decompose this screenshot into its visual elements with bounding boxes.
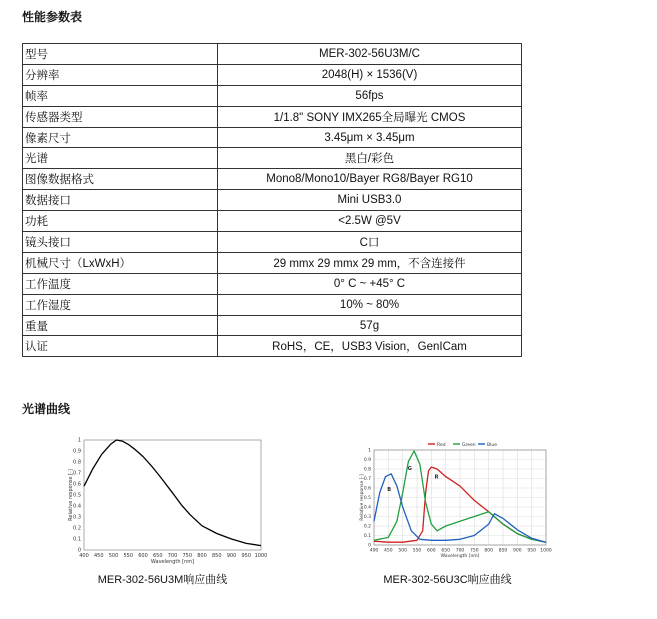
y-tick-label: 0.7 — [73, 470, 81, 477]
y-tick-label: 1 — [368, 448, 371, 454]
series-annotation: B — [387, 486, 392, 493]
x-tick-label: 950 — [527, 548, 536, 554]
y-axis-label: Relative response [-] — [68, 469, 74, 521]
series-annotation: R — [434, 474, 439, 481]
x-tick-label: 750 — [470, 548, 479, 554]
color-caption: MER-302-56U3C响应曲线 — [383, 574, 512, 586]
spec-row — [23, 273, 522, 294]
x-tick-label: 1000 — [254, 553, 268, 559]
spec-label: 型号 — [23, 44, 218, 65]
y-tick-label: 0.5 — [363, 496, 371, 501]
spec-value: MER-302-56U3M/C — [218, 44, 522, 65]
specs-section-title: 性能参数表 — [22, 10, 83, 24]
y-tick-label: 0.8 — [73, 459, 81, 466]
spec-label: 工作湿度 — [23, 294, 218, 315]
spec-value: 56fps — [218, 85, 522, 106]
curve-section-title: 光谱曲线 — [22, 402, 71, 416]
x-tick-label: 500 — [108, 553, 119, 559]
y-tick-label: 0.3 — [363, 515, 371, 520]
x-tick-label: 400 — [369, 548, 379, 554]
legend-label: Red — [437, 443, 446, 448]
x-tick-label: 500 — [398, 548, 407, 554]
color-response-chart — [340, 438, 555, 565]
y-tick-label: 0.6 — [363, 486, 371, 492]
mono-caption: MER-302-56U3M响应曲线 — [97, 574, 228, 586]
x-tick-label: 1000 — [540, 548, 552, 554]
spec-row — [23, 44, 522, 65]
spec-row — [23, 336, 522, 357]
spec-row — [23, 85, 522, 106]
spec-value: 29 mmx 29 mmx 29 mm，不含连接件 — [218, 252, 522, 273]
x-tick-label: 600 — [427, 548, 436, 554]
y-tick-label: 0.9 — [363, 458, 371, 463]
spec-row — [23, 169, 522, 190]
series-line-response — [84, 440, 261, 546]
spec-value: Mono8/Mono10/Bayer RG8/Bayer RG10 — [218, 169, 522, 190]
x-axis-label: Wavelength [nm] — [150, 559, 195, 565]
spec-row — [23, 315, 522, 336]
x-tick-label: 550 — [412, 548, 422, 554]
x-tick-label: 600 — [138, 553, 148, 559]
y-tick-label: 0.8 — [363, 467, 371, 473]
spec-label: 功耗 — [23, 211, 218, 232]
spec-label: 光谱 — [23, 148, 218, 169]
x-tick-label: 700 — [167, 553, 178, 559]
legend-label: Green — [462, 443, 476, 448]
spec-value: <2.5W @5V — [218, 211, 522, 232]
spec-value: 2048(H) × 1536(V) — [218, 64, 522, 85]
spec-label: 传感器类型 — [23, 106, 218, 127]
spec-label: 像素尺寸 — [23, 127, 218, 148]
spec-row — [23, 106, 522, 127]
x-tick-label: 550 — [123, 553, 134, 559]
spec-label: 镜头接口 — [23, 232, 218, 253]
x-tick-label: 450 — [93, 553, 104, 559]
spec-label: 工作温度 — [23, 273, 218, 294]
y-tick-label: 0.9 — [73, 448, 81, 455]
y-tick-label: 0.2 — [363, 524, 371, 530]
x-axis-label: Wavelength [nm] — [440, 554, 480, 559]
spec-label: 图像数据格式 — [23, 169, 218, 190]
spec-value: 10% ~ 80% — [218, 294, 522, 315]
y-tick-label: 0.7 — [363, 477, 371, 482]
x-tick-label: 400 — [79, 553, 89, 559]
spec-table — [22, 43, 522, 357]
spec-row — [23, 190, 522, 211]
mono-response-chart — [55, 432, 270, 567]
y-tick-label: 0.4 — [73, 503, 81, 510]
x-tick-label: 850 — [211, 553, 222, 559]
y-tick-label: 0.6 — [73, 481, 81, 488]
x-tick-label: 650 — [152, 553, 163, 559]
spec-value: 0° C ~ +45° C — [218, 273, 522, 294]
y-tick-label: 0.5 — [73, 492, 81, 499]
spec-value: C口 — [218, 232, 522, 253]
spec-value: RoHS，CE，USB3 Vision，GenICam — [218, 336, 522, 357]
legend-label: Blue — [487, 443, 497, 448]
y-tick-label: 0.1 — [73, 536, 81, 543]
spec-label: 重量 — [23, 315, 218, 336]
y-tick-label: 0 — [77, 547, 81, 554]
plot-frame — [84, 440, 261, 550]
x-tick-label: 700 — [455, 548, 465, 554]
x-tick-label: 800 — [197, 553, 207, 559]
spec-row — [23, 294, 522, 315]
x-tick-label: 900 — [226, 553, 237, 559]
spec-value: 黑白/彩色 — [218, 148, 522, 169]
spec-value: Mini USB3.0 — [218, 190, 522, 211]
spec-row — [23, 211, 522, 232]
x-tick-label: 750 — [182, 553, 193, 559]
y-axis-label: Relative response [-] — [360, 474, 366, 521]
x-tick-label: 450 — [384, 548, 393, 554]
spec-label: 分辨率 — [23, 64, 218, 85]
series-annotation: G — [407, 465, 412, 472]
spec-value: 1/1.8" SONY IMX265全局曝光 CMOS — [218, 106, 522, 127]
spec-row — [23, 127, 522, 148]
x-tick-label: 650 — [441, 548, 450, 554]
spec-row — [23, 64, 522, 85]
spec-label: 机械尺寸（LxWxH） — [23, 252, 218, 273]
y-tick-label: 0.4 — [363, 505, 371, 511]
spec-label: 认证 — [23, 336, 218, 357]
y-tick-label: 1 — [77, 437, 81, 444]
y-tick-label: 0 — [368, 543, 371, 549]
x-tick-label: 950 — [241, 553, 252, 559]
spec-value: 3.45μm × 3.45μm — [218, 127, 522, 148]
x-tick-label: 800 — [484, 548, 493, 554]
spec-row — [23, 148, 522, 169]
x-tick-label: 850 — [498, 548, 508, 554]
spec-row — [23, 232, 522, 253]
spec-row — [23, 252, 522, 273]
x-tick-label: 900 — [513, 548, 522, 554]
spec-value: 57g — [218, 315, 522, 336]
y-tick-label: 0.1 — [363, 534, 371, 539]
y-tick-label: 0.2 — [73, 525, 81, 532]
y-tick-label: 0.3 — [73, 514, 81, 521]
spec-label: 数据接口 — [23, 190, 218, 211]
spec-label: 帧率 — [23, 85, 218, 106]
